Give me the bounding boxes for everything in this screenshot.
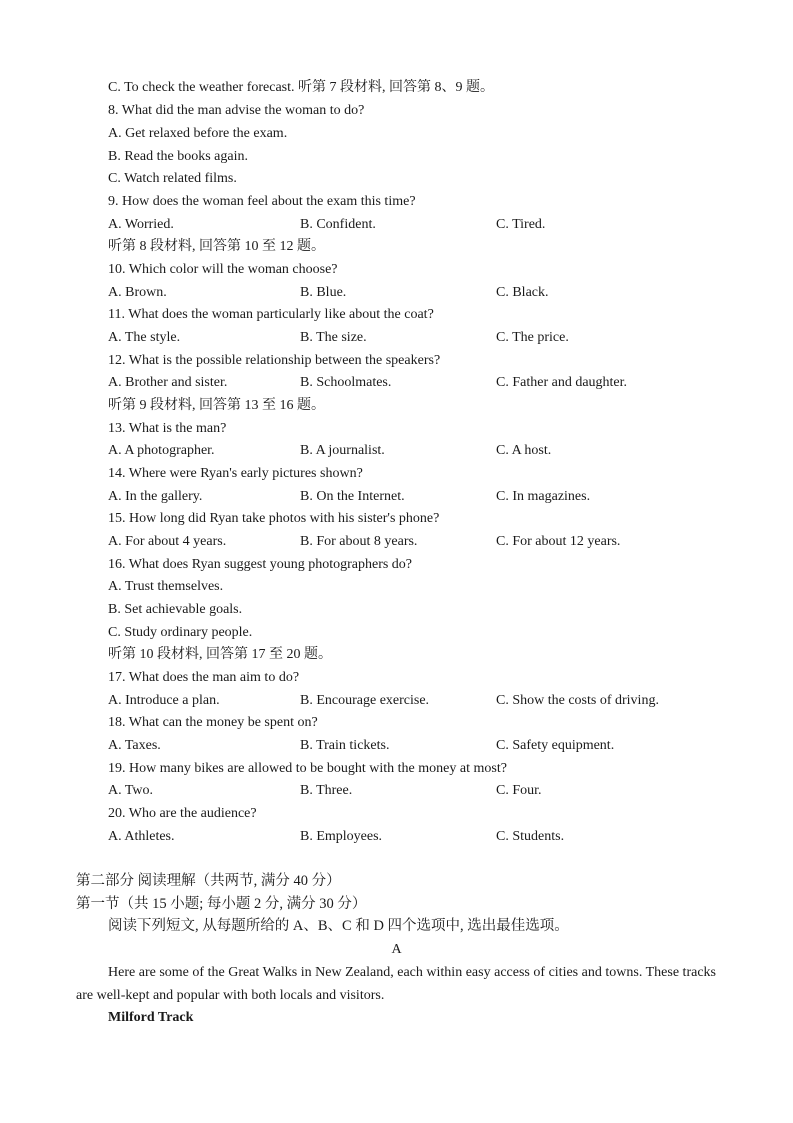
q17-options <box>0 690 793 713</box>
q16-option-b: B. Set achievable goals. <box>108 602 243 617</box>
question-16: 16. What does Ryan suggest young photographers do? <box>108 557 413 572</box>
q19-option-c: C. Four. <box>496 783 542 798</box>
q11-option-b: B. The size. <box>300 330 367 345</box>
q17-option-a: A. Introduce a plan. <box>108 693 220 708</box>
question-17: 17. What does the man aim to do? <box>108 670 300 685</box>
section-1-title: 第一节（共 15 小题; 每小题 2 分, 满分 30 分） <box>76 896 367 912</box>
q14-option-c: C. In magazines. <box>496 489 591 504</box>
q8-option-a: A. Get relaxed before the exam. <box>108 126 288 141</box>
q20-option-a: A. Athletes. <box>108 829 175 844</box>
q14-option-a: A. In the gallery. <box>108 489 203 504</box>
q19-options <box>0 780 793 803</box>
question-19: 19. How many bikes are allowed to be bought with the money at most? <box>108 761 507 776</box>
q15-option-b: B. For about 8 years. <box>300 534 418 549</box>
q8-option-c: C. Watch related films. <box>108 171 237 186</box>
question-11: 11. What does the woman particularly like about the coat? <box>108 307 434 322</box>
q13-options <box>0 440 793 463</box>
q11-options <box>0 327 793 350</box>
passage-label: A <box>391 942 402 957</box>
q11-option-c: C. The price. <box>496 330 569 345</box>
q18-option-c: C. Safety equipment. <box>496 738 615 753</box>
q15-options <box>0 531 793 554</box>
q13-option-a: A. A photographer. <box>108 443 215 458</box>
section-8-intro: 听第 8 段材料, 回答第 10 至 12 题。 <box>108 239 325 254</box>
q9-option-b: B. Confident. <box>300 217 376 232</box>
q9-options <box>0 214 793 237</box>
question-20: 20. Who are the audience? <box>108 806 257 821</box>
q12-option-c: C. Father and daughter. <box>496 375 628 390</box>
q19-option-a: A. Two. <box>108 783 154 798</box>
q11-option-a: A. The style. <box>108 330 181 345</box>
question-10: 10. Which color will the woman choose? <box>108 262 338 277</box>
q10-option-a: A. Brown. <box>108 285 167 300</box>
q10-option-c: C. Black. <box>496 285 549 300</box>
reading-instruction: 阅读下列短文, 从每题所给的 A、B、C 和 D 四个选项中, 选出最佳选项。 <box>108 918 569 934</box>
q20-option-b: B. Employees. <box>300 829 383 844</box>
q18-option-b: B. Train tickets. <box>300 738 390 753</box>
q18-options <box>0 735 793 758</box>
q17-option-b: B. Encourage exercise. <box>300 693 430 708</box>
q12-option-b: B. Schoolmates. <box>300 375 392 390</box>
q9-option-a: A. Worried. <box>108 217 174 232</box>
q10-options <box>0 282 793 305</box>
part-2-title: 第二部分 阅读理解（共两节, 满分 40 分） <box>76 873 341 889</box>
q12-options <box>0 372 793 395</box>
q20-option-c: C. Students. <box>496 829 565 844</box>
q18-option-a: A. Taxes. <box>108 738 161 753</box>
question-13: 13. What is the man? <box>108 421 227 436</box>
q9-option-c: C. Tired. <box>496 217 546 232</box>
section-heading: Milford Track <box>108 1010 194 1025</box>
q15-option-a: A. For about 4 years. <box>108 534 227 549</box>
q16-option-c: C. Study ordinary people. <box>108 625 253 640</box>
question-14: 14. Where were Ryan's early pictures shown? <box>108 466 363 481</box>
question-12: 12. What is the possible relationship between the speakers? <box>108 353 441 368</box>
question-18: 18. What can the money be spent on? <box>108 715 318 730</box>
q13-option-b: B. A journalist. <box>300 443 385 458</box>
question-8: 8. What did the man advise the woman to do? <box>108 103 365 118</box>
q10-option-b: B. Blue. <box>300 285 347 300</box>
question-9: 9. How does the woman feel about the exam this time? <box>108 194 416 209</box>
q8-option-b: B. Read the books again. <box>108 149 248 164</box>
section-9-intro: 听第 9 段材料, 回答第 13 至 16 题。 <box>108 398 325 413</box>
question-15: 15. How long did Ryan take photos with his sister's phone? <box>108 511 440 526</box>
option-7c-and-section-7-intro: C. To check the weather forecast. 听第 7 段材料, 回答第 8、9 题。 <box>108 80 495 95</box>
q17-option-c: C. Show the costs of driving. <box>496 693 659 708</box>
q16-option-a: A. Trust themselves. <box>108 579 224 594</box>
q14-options <box>0 486 793 509</box>
q20-options <box>0 826 793 849</box>
q15-option-c: C. For about 12 years. <box>496 534 621 549</box>
passage-intro-paragraph: Here are some of the Great Walks in New Zealand, each within easy access of cities and towns. These tracks are well-kept and popular with both locals and visitors. <box>76 965 716 1003</box>
q14-option-b: B. On the Internet. <box>300 489 405 504</box>
q12-option-a: A. Brother and sister. <box>108 375 228 390</box>
section-10-intro: 听第 10 段材料, 回答第 17 至 20 题。 <box>108 647 332 662</box>
q13-option-c: C. A host. <box>496 443 552 458</box>
q19-option-b: B. Three. <box>300 783 353 798</box>
